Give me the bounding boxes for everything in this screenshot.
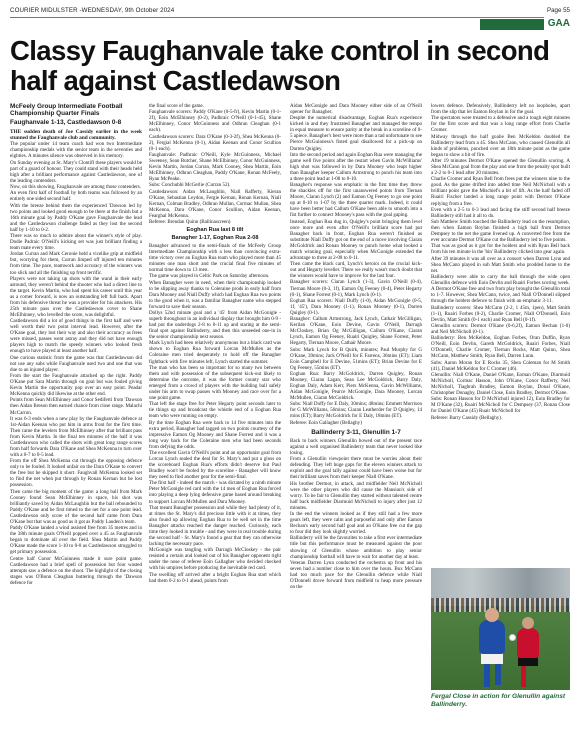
column-1-paragraphs	[10, 141, 142, 585]
masthead-left: COURIER MIDULSTER -WEDNESDAY, 9th October 2024	[10, 6, 175, 14]
page-number: Page 55	[546, 6, 570, 14]
paragraph: His brother Dermot, in attack, and midfielder Neil McNicholl were the other players who did cause the Mansion's side of worry. To be fair to Glenullin they started without talented centre half back midfielder Diarmuid McNicholl to injury after just 12 minutes.	[290, 480, 422, 511]
paragraph: Jordan Curran and Mark Ceronie held a vicelike grip at midfield but, worrying for them, Curran limped off injured ten minutes from time. The pace, teamwork and accuracy of the winners was too slick and all the finishing up front terrific.	[10, 251, 142, 276]
paragraph: Eoghan Rua scorers: Niall Duffy (1-0), Aidan McGonigle (0-5, 1f, '45'), Dara Mooney (1-1), Ronan Mooney (0-1), Darren Quigley (0-1).	[290, 297, 422, 316]
photo-caption: Fergal Close in action for Glenullin against Ballinderry.	[431, 693, 566, 708]
paragraph: The game was played in Celtic Park on Saturday afternoon.	[149, 273, 270, 280]
paragraph: Subs: Mark Lynch for B Quirk, minutes; Paul Murphy for G O'Kane, 39mins; Jack O'Neill for E Farrens, 36mins (ET); Liam Eoin Campbell for E Devine, 51mins (ET); Brian Devine for E Og Feeney, 55mins (ET).	[290, 346, 422, 371]
lead-paragraph: THE sudden death of Joe Cassidy earlier in the week stunned the Faughanvale club and community.	[10, 128, 142, 141]
paragraph: When Banagher were in need, when their championship looked to be slipping away thanks to Coleraine prods in early half from Dara Mooney and Niall Duffy which had Eoghan Rua two points to the good when it, was a familiar Banagher name who stepped forward to save their season.	[149, 279, 281, 310]
paragraph: Even with a 2-5 to 0-3 lead and facing the stiff second half breeze Ballinderry still had it all to do.	[431, 206, 570, 219]
paragraph: Dollys 52nd minute goal and a '45' from Aidan McGonigle - superb throughout in an individual display that brought him 0-9 - had put the underdogs 2-8 to 0-11 up and staring at the semi-final spot against Ballinderry, and then this unseeded one-in in the senior championship next season.	[149, 309, 281, 341]
paragraph: From the start the Faughanvale attacked up the right. Paddy O'Kane put Sara Martin through on goal but was fouled giving Kevin Martin the opportunity pop over an easy point. Peadar McKenna quickly did likewise at the other end.	[10, 373, 142, 398]
paragraph: Referee: Barry Cassidy (Bellaghy).	[431, 414, 503, 421]
paragraph: Players were not taking up shots with the wand in their early astound, they weren't behind the shooter who had a direct line to the target. Kevin Martin, who had spent his career until this year as a corner forward, is now an outstanding left full back. Apart from his defensive threat he was a provider for his attackers. His 25th minute pass over the Castledawson cover to Shane McElhinney, who levelled the score, was delightful.	[10, 275, 142, 319]
column-2-paragraphs-b	[149, 243, 281, 584]
paragraph: Into the second period and again Eoghan Rua were managing the game well five points after the restart when Gavin McWilliams' high shot was followed in by Dara Mooney who leapt higher than Banagher keeper Callum Armstrong to punch his team into a three point lead at 1-08 to 0-10.	[290, 151, 422, 182]
paragraph: Banagher scorers: Ciaran Lynch (1-3), Gavin O'Neill (0-4), Tiernan Moore (0-3, 1f), Eamon Og Feeney (0-4), Peter Hegarty (0-1), Shane Forrest (0-1), Mark Lynch (0-1).	[290, 279, 422, 298]
paragraph: An even first half of football by both teams was followed by an entirely one sided second half.	[10, 190, 142, 203]
paragraph: The spectators were treated to a defensive and a tough eight minutes for the first score and that was a long range effort from Charlie Cromer.	[431, 115, 570, 134]
paragraph: On Sunday evening at St. Mary's Clontifl these players would be part of a guard of honour. They could stand with their heads held high after a brilliant performance against Castledawson, one of the leading contenders.	[10, 159, 142, 184]
masthead	[10, 4, 570, 16]
paragraph: Banagher: Callum Armstrong, Jack Lynch, Cathair McGilligan, Kerilan O'Kane, Eoin Devine, Gavin O'Neill, Darragh McCloskey, Brian Og McGilligan, Callum O'Kane, Ciaran Lynch, Eamon Og Feeney, Ruairi Quigley, Shane Forrest, Peter Hegarty, Tiernan Moore, Cathair Moore.	[290, 316, 422, 347]
paragraph: Banagher advanced to the semi-finals of the McFeely Group Intermediate Championship with a less than convincing extra-time victory over an Eoghan Rua team who played more than 45 minutes one man short and the crucial final five minutes of normal time down to 13 men.	[149, 242, 281, 274]
paragraph: The excellent Gavin O'Neill's point and an opportunist goal from Lorcan Lynch sealed the deal for St. Mary's and put a gloss on the scoreboard Eoghan Rua's efforts didn't deserve but Paul Bradley won't be fooled by the scoreline - Banagher will know they need to find another gear for the semi-final.	[149, 449, 281, 481]
paragraph: Banagher's response was emphatic in the first time they threw the shackles off for the first unanswered points from Tiernan Moore, Ciaran Lynch (2) and Eamon Og Feeney to go one point up at 0-10 to 1-07 by the three quarter mark. Indeed, it could have been better had Callum O'Kane been able to smooth into a fist further to connect Mooney's pass with the goal gaping.	[290, 182, 422, 219]
paragraph: A Dermot O'Kane free and two from play brought the Glenullin total to 1-7. However, Shea McCann, twice, and Niall O'Donnell slipped through the holders defence to finish with an emphatic 3-11.	[431, 286, 570, 305]
score-line: Faughanvale 1-13, Castledawson 0-8	[10, 119, 122, 127]
paragraph: By the time Eoghan Rua were back to 14 five minutes into the extra period, Banagher had tagged on two points courtesy of the impressive Eamon Og Mooney and Shane Forrest and it was a long way back for the Coleraine men who had been seconds from defying the odds.	[149, 419, 281, 450]
paragraph: Subs: Niall Duffy for E Daly, 30mins; 48mins; Emmett Morrison for G McWilliams, 56mins; Ciaran Leatherder for D Quigley, 14 mins (ET); Barry McGoldrick for E Daly, 18mins (ET).	[290, 401, 422, 420]
kicker: McFeely Group Intermediate Football Championship Quarter Finals	[10, 103, 123, 118]
paragraph: The swelling off arrived after a bright Eoghan Rua start which had them 0-2 to 0-1 ahead, points from	[149, 571, 281, 584]
paragraph: The man who has been so important for so many two between them and with possession of the subsequent kick-out likely to determine the outcome, it was the former county star who emerged from a crowd of players with the building ball safely under his arm to swap passes with Mooney and race over for a one point game.	[149, 364, 281, 401]
paragraph: One curious statistic from the game was that Castledawson did not use any subs while Faughanvale used two and one that was due to an injured player.	[10, 354, 142, 373]
headline: Classy Faughanvale take control in second half against Castledawson	[10, 35, 550, 96]
column-3-paragraphs	[290, 103, 422, 426]
paragraph: That was as good as it got for the holders and with Ryan Bell back from his ten minute in the 'bin' Ballinderry clicked into gear again.	[431, 243, 570, 256]
paragraph: With the breeze behind them the experienced 'Dawson led by two points and looked good enough to be there at the finish but a 16th minute goal by Paddy O'Kane gave Faughanvale the lead and the Castledawson challenge faded as they lost the second half by 1-10 to 0-2.	[10, 202, 142, 233]
paragraph: Instead, Eoghan Rua dug in, Quigley's point bringing them level once more and even after O'Neill's brilliant score had put Banagher back in front, Eoghan Rua weren't finished as substitute Niall Duffy got on the end of a move involving Ciaran McGoldrick and Ronan Mooney to punch home what looked a match winning goal, especially when McGonigle extended the advantage to three at 2-08 to 0-11.	[290, 218, 422, 261]
paragraph: After 39 minutes it was all over as a consort when Darren Lynn and Shea McCann played in sub Matt Smith who prodded home to the net.	[431, 255, 570, 274]
paragraph: Centre half Conor McGuinness made it sure point game. Castledawson had a brief spell of possession but four wasted attempts saw a defence on the shoot. The highlight of the closing stages was O'Bonn Cleaghan buttering through the 'Dawson defence for	[10, 555, 142, 586]
paragraph: Ballinderry were able to carry the ball through the wide open Glenullin defence with Eoin Devlin and Ruairi Forbes scoring week.	[431, 274, 570, 287]
paragraph: Then came the black card, Lynch's heroics on the crucial kick-out and Hegarty leveller. There we really wasn't much doubt that the winners would have to improve for the last four.	[290, 261, 422, 280]
paragraph: Back to back winners Glenullin bowed out of the present race against a well organised Ballinderry team that never looked like losing.	[290, 437, 422, 457]
paragraph: Sub Matthew Smith touched the Ballinderry lead on the resumption, then when Eamon Boylan finished a high ball from Dermot Dempsey to the net the game livened up. A converted free from the ever accurate Dermot O'Kane cut the Ballinderry led to five points.	[431, 219, 570, 244]
paragraph: Veteran Darren Lynn conducted the orchestra up front and his seven had a number close to him over the hours. Box McCann had too much pace for the Glenullin defence while Niall O'Donnell drove forward from midfield to heap more pressure on the	[290, 559, 422, 590]
gaelic-football-photo	[431, 568, 570, 690]
column-3-paragraphs-b	[290, 438, 422, 590]
crowd-graphic	[431, 598, 570, 612]
paragraph: Mark Lynch had been relatively anonymous but a black card was shown to Eoghan Rua forward Lorcan McMullen as the Coleraine men tried desperately to hold off the Banagher fightback with five minutes left, Lynch started the summer.	[149, 340, 281, 365]
paragraph: Glenullin: Niall O'Kane, Daniel O'Kane, Eoman O'Kane, Diarmuid McNicholl, Cormac Hasson, John O'Kane, Conor Rafferty, Neil McNicholl, Tiaghrah Bradley, Eamon Boylan, Donal O'Kane, Christopher Donaghy, Daniel Close, Eoin Bradley, Dermot O'Kane.	[431, 371, 570, 397]
paragraph: The first half - indeed the match - was dictated by a ninth minute Peter McGonigle red card with the 14 men of Eoghan Rua forced into playing a deep lying defensive game based around breaking to support Lorcan McMullen and Dara Mooney.	[149, 480, 281, 505]
football-icon	[509, 634, 516, 641]
paragraph: From the off Shea McKenna cut through the opposing defence only to be fouled. It looked unfair on the Dara O'Kane to convert the free but he skipped it short. Faughvall McKenna looked set to find the net when put through by Ronan Kernan but he lost possession.	[10, 458, 142, 489]
paragraph: Subs: Conchubhi McGerlie (Curran 52).	[149, 182, 231, 189]
paragraph: Ballinderry scorers: Shea McCann (2-2, 1 45m, 1pen), Matt Smith (1-1), Ruairi Forbes (0-2), Charlie Cromer, Niall O'Donnell, Eoin Devlin, Matt Smith (0-1 each) and Ryan Bell (0-1f).	[431, 304, 570, 323]
paragraph: Referee: Brendan Quinn (Ballinascreen)	[149, 219, 231, 226]
column-2	[149, 103, 281, 733]
subhead-ballinderry: Ballinderry 3-11, Glenullin 1-7	[311, 428, 401, 436]
paragraph: That meant Banagher possession and while they had plenty of it, at times the St. Mary's did precious little with it at times, they also found up allowing Eoghan Rua to be well set in the time Banagher attacks reached the danger reached. Curiously, each time they looked in trouble - and they were in real trouble during the second half - St. Mary's found a gear that they can otherwise lacking the necessary pace.	[149, 504, 281, 548]
player-figure-blue	[479, 620, 505, 654]
paragraph: It was 6-3 ends when a new play by the Faughanvale defence at 1st-Aidan Keenan who put him in arms front for the first time. Then came the levelers from McElhinney after that brilliant pass from Kevin Martin. In the final ten minutes of the half it was Castledawson who called the shots with great long range scores from half forwards Dara O'Kane and Shea McKenna to turn over with a 0-7 to 0-5 lead.	[10, 415, 142, 459]
paragraph: lowers defence. Defensively, Ballinderry left no loopholes, apart from the slip that let Eamon Boylan in for the goal.	[431, 103, 570, 116]
paragraph: Eoghan Rua: Barry McGoldrick, Darren Quigley, Ronan Mooney, Ciaran Lagan, Sean Lee McGoldrick, Barry Daly, Eoghan Daly, Adam Kerr, Piers McKenna, Gavin McWilliams, Aidan McGonigle, Pearce McGonigle, Dara Mooney, Lorcan McMullen, Ciaran McGoldrick.	[290, 370, 422, 402]
paragraph: That left the stage free for Peter Hegarty point seconds later to tie things up and broadcast the whistle end of a Eoghan Rua team who were running on empty.	[149, 401, 281, 420]
paragraph: McGonigle was tangling with Darragh McCloskey - the pair resisted a certain and looked out of his Banagher opponent right under the nose of referee Eoin Gallagher who decided checked with his umpires before producing the inevitable red card.	[149, 547, 281, 572]
paragraph: Castledawson: Aidan McLaughlin, Niall Rafferty, Kieran O'Kane, Sebastian Leydon, Fergie Kernan, Ronan Kernan, Niall Kernan, Colman Bradley, Odhran Mullan, Cormac Mullan, Shea McKenna, Dara O'Kane, Conor Scullion, Aidan Keenan, Fearghal McKenna.	[149, 188, 281, 219]
paragraph: Faughanvale: Padhraic O'Neill, Kyle McGuinness, Michael Sweeney, Sean Butcher, Shane McElhinney, Conor McGuinness, Kevin Martin, Jordan Curran, Mark Cooney, Shea Martin, Eoin McElhinney, Odhran Cleaghan, Paddy O'Kane, Ronan McFeely, Ryan McPeake.	[149, 151, 281, 183]
paragraph: Referee: Eoin Gallagher (Bellaghy)	[290, 419, 362, 426]
column-1	[10, 103, 142, 733]
player-figure-red	[517, 628, 539, 658]
paragraph: Faughanvale scorers: Paddy O'Kane (0-5-fr), Kevin Martin (0-1-2f), Eoin McElhinney (0-2), Padhraic O'Neill (0-1-45), Shane McElhinney, Conor McGuinness and Odhran Cleaghan (0-1 each).	[149, 109, 281, 134]
column-2-paragraphs	[149, 103, 281, 225]
paragraph: Ballinderry will be the favourites to take a first ever intermediate title but this performance must be measured against the poor showing of Glenullin whose ambition to play senior championship football will have to wait for another day at least.	[290, 535, 422, 560]
column-4-paragraphs	[431, 103, 570, 421]
column-3	[290, 103, 422, 733]
paragraph: the final score of the game.	[149, 103, 204, 109]
section-label: GAA	[544, 17, 570, 30]
header-rule	[10, 17, 570, 18]
paragraph: Aidan McGonigle and Dara Mooney either side of an O'Neill opener for Banagher.	[290, 103, 422, 116]
paragraph: In the end the winners looked as if they still had a few more gears left, they were calm and purposeful and only after Eamon Bechan's early second half goal and an O'Kane free cut the gap to four did they look slightly worried.	[290, 511, 422, 536]
paragraph: After 19 minutes Dermot O'Kane opened the Glenullin scoring. A Shea McCann goal from the play and one from the penalty spot built a 2-2 to 0-1 lead after 20 minutes.	[431, 157, 570, 177]
column-4	[431, 103, 570, 563]
subhead-score-banagher: Banagher 1-17, Eoghan Rua 2-08	[171, 235, 259, 242]
paragraph: Midway through the half goalie Ben McKeldon doubled the Ballinderry lead from a 45. Shea McCann, who caused Glenullin all kinds of problems, punched over an 18th minute point as the game began to show a bit of fire.	[431, 133, 570, 158]
subhead-eoghan-rua: Eoghan Rua last 8 tilt	[186, 227, 244, 234]
paragraph: Castledawson did a lot of good things in the first half and were well worth their two point interval lead. However, after the O'Kane goal, they lost their way and also their accuracy as frees were missed, passes went astray and they did not have enough players high to match the speedy winners who looked fresh enough to have played at least another half.	[10, 318, 142, 355]
paragraph: Subs: Aaron Moran for E Rocks 35, Shea Coleman for M Smith (41), Daniel McKeldon for C Cromer (46).	[431, 359, 570, 372]
paragraph: Glenullin scorers: Dermot O'Kane (0-6,2f), Eamon Bechan (1-0) and Neil McNicholl (0-1).	[431, 322, 570, 335]
paragraph: Points from Sean McElhinney and Conor Sediferti from 'Dawson then Aidan Breson then earned chance from close range. Malachi McCarron.	[10, 397, 142, 416]
paragraph: Ballinderry: Ben McKeldon, Eoghan Forbes, Oran Duffin, Ryan O'Neill, Eoin Devlin, Gareth McGoldrick, Ruairi Forbes, Niall O'Donnell, Charlie Cromer, Tiernan Rocks, Matt Quinn, Shea McCann, Matthew Smith, Ryan Bell, Darren Lunn.	[431, 335, 570, 360]
paragraph: Despite the numerical disadvantage, Eoghan Rua's experience kicked in and they frustrated Banagher and managed the tempo in equal measure to ensure parity at the break in a scoreline of 0-5 apiece. Banagher's best were more than a tad unfortunate to see Pierce McGuinness's fisted goal disallowed for a pick-up on Darren Quigley.	[290, 115, 422, 152]
paragraph: The popular under 14 team coach had won two Intermediate championship medals with the senior team in the seventies and eighties. A minutes silence was observed in his memory.	[10, 141, 142, 160]
paragraph: Charlie Cromer and Ryan Bell from frees put the winners nine to the good. As the game drifted into added time Neil McNicholl with a brilliant point gave the Mischief's a bit of lift. As the half faded off Ruairi Fischer landed a long range point with Dermot O'Kane replying from a free.	[431, 176, 570, 207]
paragraph: Then came the big moment of the game: a long ball from Mark Cooney found Sean McElhinney in space, his shot was brilliantly saved by Aidan McLaughlin but the ball rebounded to Paddy O'Kane and he first timed to the net for a one point lead. Castledawson only score of the second half came from Dara O'Kane but that was as good as it got as Paddy Lauden's team.	[10, 488, 142, 525]
paragraph: From a Glenullin viewpoint there must be worries about their defending. They left huge gaps for the eleven winners attack to exploit and the goal tally against could have been worse but for their brilliant saves from their keeper Niall O'Kane.	[290, 456, 422, 481]
paragraph: Paddy O'Kane landed a wind assisted free from 35 metres and in the 38th minute goals O'Neill popped over a 45 as Faughanvale began to dominate all over the field. Shea Martin and Paddy O'Kane made the score 1-10 to 0-8 as Castledawson struggled to get primary possession.	[10, 525, 142, 556]
paragraph: Castledawson scorers: Dara O'Kane (0-3-2f), Shea McKenna (0-2), Fergial McKenna (0-1), Aidan Keenan and Conor Scullion (0-1 each).	[149, 133, 281, 152]
paragraph: Subs: Ronan Hasson for D McNicholl injured 12), Eoin Bradley for M O'Kane (32), Ruairi McNicholl for C Dempsey (37, Ronan Close for Daniel O'Kane (45) Ruair McNicholl for	[431, 396, 570, 415]
paragraph: There was so much to admire about the winner's style of play. Dodie Padraic O'Neill's kicking set was just brilliant finding a team mate every time.	[10, 233, 142, 252]
paragraph: Now, on this showing, Faughanvale are among those contenders.	[10, 184, 142, 191]
